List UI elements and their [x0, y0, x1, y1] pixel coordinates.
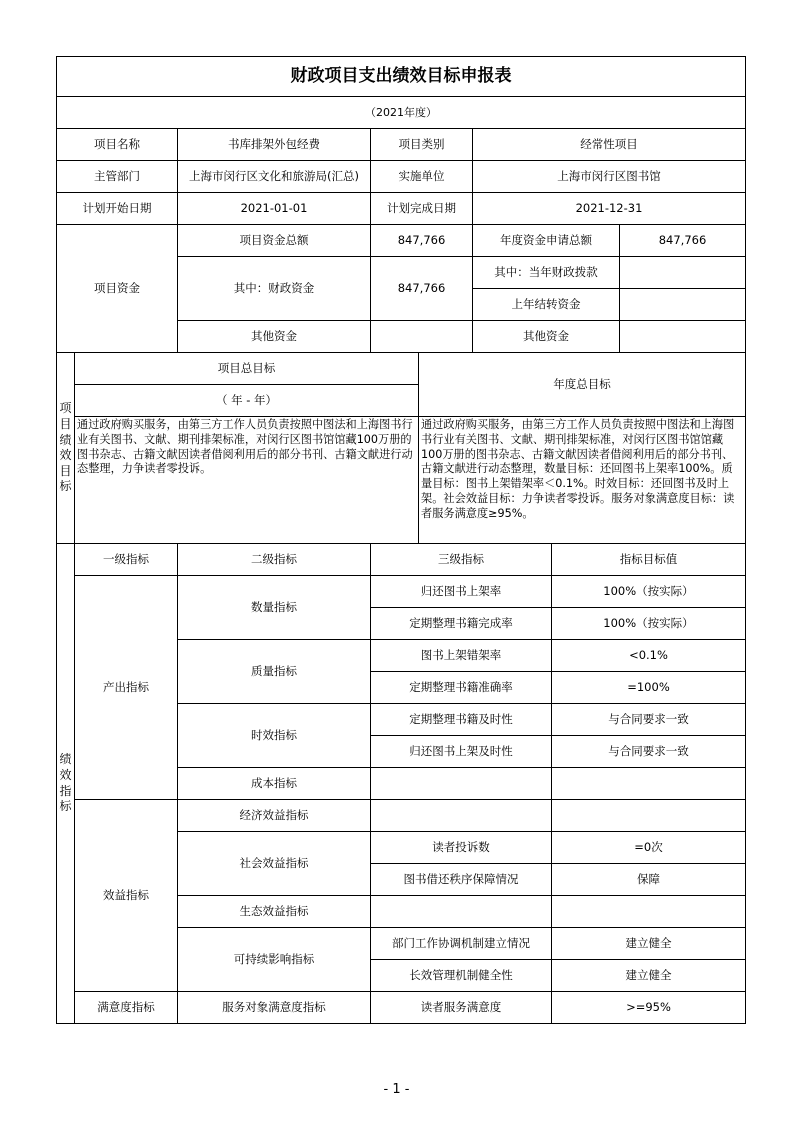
- level3-cell: 图书上架错架率: [370, 639, 552, 672]
- level3-cell: [370, 767, 552, 800]
- end-date-label: 计划完成日期: [370, 192, 473, 225]
- indicators-section-char: 效: [59, 767, 72, 782]
- goals-section-char: 标: [59, 479, 72, 494]
- form-title: 财政项目支出绩效目标申报表: [56, 56, 746, 97]
- header-level1: 一级指标: [74, 543, 178, 576]
- level2-sustainable: 可持续影响指标: [177, 927, 371, 992]
- start-date-value: 2021-01-01: [177, 192, 371, 225]
- funds-fiscal-value: 847,766: [370, 256, 473, 321]
- category-label: 项目类别: [370, 128, 473, 161]
- level3-cell: 归还图书上架及时性: [370, 735, 552, 768]
- target-value-cell: 与合同要求一致: [551, 735, 746, 768]
- funds-total-value: 847,766: [370, 224, 473, 257]
- target-value-cell: 保障: [551, 863, 746, 896]
- target-value-cell: 100%（按实际）: [551, 607, 746, 640]
- level2-ecological: 生态效益指标: [177, 895, 371, 928]
- indicators-section-char: 绩: [59, 752, 72, 767]
- indicators-section-char: 指: [59, 783, 72, 798]
- page-number: - 1 -: [383, 1082, 410, 1097]
- level3-cell: 长效管理机制健全性: [370, 959, 552, 992]
- indicators-section-label: [56, 543, 75, 1024]
- project-name-label: 项目名称: [56, 128, 178, 161]
- end-date-value: 2021-12-31: [472, 192, 746, 225]
- goals-section-label: [56, 352, 75, 544]
- indicators-section-char: 标: [59, 799, 72, 814]
- level3-cell: 定期整理书籍准确率: [370, 671, 552, 704]
- overall-goal-period: （ 年 - 年）: [74, 384, 419, 417]
- target-value-cell: <0.1%: [551, 639, 746, 672]
- level3-cell: 定期整理书籍及时性: [370, 703, 552, 736]
- target-value-cell: [551, 799, 746, 832]
- funds-annual-label: 年度资金申请总额: [472, 224, 620, 257]
- funds-fiscal-label: 其中：财政资金: [177, 256, 371, 321]
- level3-cell: 归还图书上架率: [370, 575, 552, 608]
- level1-satisfaction: 满意度指标: [74, 991, 178, 1024]
- level3-cell: 读者投诉数: [370, 831, 552, 864]
- target-value-cell: [551, 767, 746, 800]
- goals-section-char: 目: [59, 417, 72, 432]
- dept-label: 主管部门: [56, 160, 178, 193]
- target-value-cell: =0次: [551, 831, 746, 864]
- level2-social: 社会效益指标: [177, 831, 371, 896]
- funds-other2-value: [619, 320, 746, 353]
- target-value-cell: 建立健全: [551, 927, 746, 960]
- level3-cell: 定期整理书籍完成率: [370, 607, 552, 640]
- project-name-value: 书库排架外包经费: [177, 128, 371, 161]
- goals-section-char: 目: [59, 463, 72, 478]
- funds-total-label: 项目资金总额: [177, 224, 371, 257]
- level2-quality: 质量指标: [177, 639, 371, 704]
- funds-other-label: 其他资金: [177, 320, 371, 353]
- target-value-cell: >=95%: [551, 991, 746, 1024]
- target-value-cell: =100%: [551, 671, 746, 704]
- dept-value: 上海市闵行区文化和旅游局(汇总): [177, 160, 371, 193]
- level3-cell: 读者服务满意度: [370, 991, 552, 1024]
- level2-cost: 成本指标: [177, 767, 371, 800]
- header-level3: 三级指标: [370, 543, 552, 576]
- level3-cell: 部门工作协调机制建立情况: [370, 927, 552, 960]
- level3-cell: [370, 895, 552, 928]
- target-value-cell: 建立健全: [551, 959, 746, 992]
- level3-cell: [370, 799, 552, 832]
- goals-section-char: 效: [59, 448, 72, 463]
- overall-goal-text: 通过政府购买服务，由第三方工作人员负责按照中图法和上海图书行业有关图书、文献、期刊排架标准，对闵行区图书馆馆藏100万册的图书杂志、古籍文献因读者借阅利用后的部分书刊、古籍文献进行动态整理，力争读者零投诉。: [74, 416, 419, 544]
- level2-economic: 经济效益指标: [177, 799, 371, 832]
- header-level2: 二级指标: [177, 543, 371, 576]
- funds-other-value: [370, 320, 473, 353]
- level1-benefit: 效益指标: [74, 799, 178, 992]
- funds-carry-label: 上年结转资金: [472, 288, 620, 321]
- unit-label: 实施单位: [370, 160, 473, 193]
- form-year: （2021年度）: [56, 96, 746, 129]
- funds-carry-value: [619, 288, 746, 321]
- funds-annual-value: 847,766: [619, 224, 746, 257]
- category-value: 经常性项目: [472, 128, 746, 161]
- target-value-cell: 与合同要求一致: [551, 703, 746, 736]
- funds-label: 项目资金: [56, 224, 178, 353]
- start-date-label: 计划开始日期: [56, 192, 178, 225]
- level3-cell: 图书借还秩序保障情况: [370, 863, 552, 896]
- annual-goal-label: 年度总目标: [418, 352, 746, 417]
- level2-service-satisfaction: 服务对象满意度指标: [177, 991, 371, 1024]
- funds-current-value: [619, 256, 746, 289]
- level2-quantity: 数量指标: [177, 575, 371, 640]
- funds-current-label: 其中：当年财政拨款: [472, 256, 620, 289]
- header-target-value: 指标目标值: [551, 543, 746, 576]
- goals-section-char: 绩: [59, 432, 72, 447]
- funds-other2-label: 其他资金: [472, 320, 620, 353]
- target-value-cell: [551, 895, 746, 928]
- overall-goal-label: 项目总目标: [74, 352, 419, 385]
- annual-goal-text: 通过政府购买服务，由第三方工作人员负责按照中图法和上海图书行业有关图书、文献、期刊排架标准，对闵行区图书馆馆藏100万册的图书杂志、古籍文献因读者借阅利用后的部分书刊、古籍文献进行动态整理，数量目标：还回图书上架率100%。质量目标：图书上架错架率＜0.1%。时效目标：还回图书及时上架。社会效益目标：力争读者零投诉。服务对象满意度目标：读者服务满意度≥95%。: [418, 416, 746, 544]
- target-value-cell: 100%（按实际）: [551, 575, 746, 608]
- unit-value: 上海市闵行区图书馆: [472, 160, 746, 193]
- level1-output: 产出指标: [74, 575, 178, 800]
- goals-section-char: 项: [59, 401, 72, 416]
- level2-timeliness: 时效指标: [177, 703, 371, 768]
